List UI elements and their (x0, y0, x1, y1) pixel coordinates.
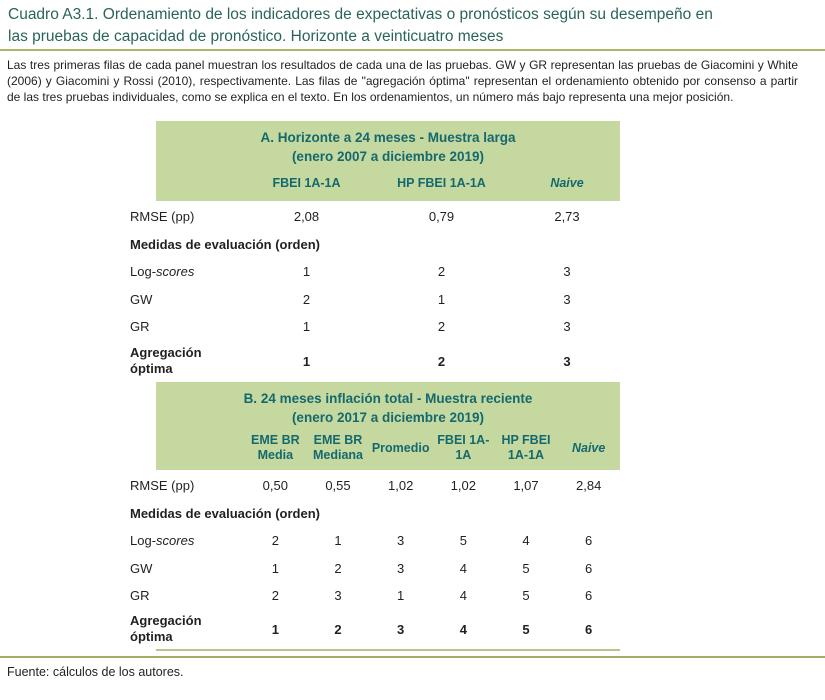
row-label-roman: Log- (130, 532, 157, 548)
column-header-hp-fbei: HP FBEI 1A-1A (501, 433, 551, 462)
panel-b-section-label: Medidas de evaluación (orden) (130, 505, 320, 521)
rank-value-bold: 2 (437, 353, 446, 369)
rank-value: 2 (334, 560, 342, 576)
rank-value: 3 (397, 532, 405, 548)
rmse-value: 0,55 (325, 477, 351, 493)
rank-value: 3 (334, 588, 342, 603)
aggregation-label: Agregación óptima (130, 613, 202, 644)
column-header-naive: Naive (550, 175, 584, 190)
panel-a-title-line2: (enero 2007 a diciembre 2019) (291, 149, 485, 164)
panel-b (130, 382, 620, 651)
column-header-fbei: FBEI 1A-1A (272, 175, 341, 190)
rank-value: 2 (271, 588, 279, 603)
table-bottom-divider (156, 649, 620, 651)
rmse-value: 1,07 (513, 477, 539, 493)
rank-value: 2 (437, 319, 446, 334)
source-note: Fuente: cálculos de los autores. (7, 665, 184, 679)
panel-b-header (156, 382, 620, 470)
top-divider (0, 49, 825, 51)
rank-value: 5 (522, 588, 530, 603)
rank-value-bold: 2 (334, 621, 342, 637)
column-header-hp-fbei: HP FBEI 1A-1A (397, 175, 486, 190)
table-note: Las tres primeras filas de cada panel muestran los resultados de cada una de las pruebas. GW y GR representan las pruebas de Giacomini y White (2006) y Giacomini y Rossi (2010), respectivamente. Las filas de "agregación óptima" representan el ordenamiento obtenido por consenso a partir de las tres pruebas individuales, como se explica en el texto. En los ordenamientos, un número más bajo representa una mejor posición. (7, 58, 798, 104)
rmse-value: 2,84 (576, 477, 602, 493)
panel-a-title (156, 128, 620, 166)
rank-value: 4 (459, 588, 467, 603)
panel-b-logscores-row (130, 526, 620, 554)
rank-value: 1 (271, 560, 279, 576)
rank-value: 1 (437, 291, 446, 307)
column-header-spacer (156, 430, 244, 466)
panel-a-header (156, 121, 620, 201)
rank-value: 5 (522, 560, 530, 576)
rank-value: 4 (522, 532, 530, 548)
row-label-gw: GW (130, 560, 153, 576)
row-label-gr: GR (130, 319, 150, 334)
panel-b-title-line1: B. 24 meses inflación total - Muestra reciente (243, 391, 533, 406)
panel-a-aggregation-row (130, 340, 620, 382)
aggregation-label: Agregación óptima (130, 345, 202, 376)
panel-b-gr-row (130, 582, 620, 609)
panel-a-gw-row (130, 285, 620, 313)
rank-value: 2 (437, 263, 446, 279)
row-label-italic: scores (156, 263, 195, 279)
rank-value-bold: 3 (563, 353, 571, 369)
row-label-aggregation (130, 340, 244, 382)
row-label-logscores (130, 257, 244, 285)
rank-value-bold: 5 (522, 621, 530, 637)
rank-value: 6 (585, 532, 593, 548)
table-title-line1: Cuadro A3.1. Ordenamiento de los indicadores de expectativas o pronósticos según su desempeño en (8, 6, 713, 23)
panel-a-rmse-row (130, 201, 620, 231)
column-header-spacer (156, 169, 244, 197)
panel-b-aggregation-row (130, 609, 620, 649)
results-table (130, 121, 620, 651)
panel-a-title-line1: A. Horizonte a 24 meses - Muestra larga (260, 130, 516, 145)
table-title (8, 4, 820, 47)
panel-a-logscores-row (130, 257, 620, 285)
rank-value: 5 (459, 532, 467, 548)
rmse-value: 1,02 (388, 477, 414, 493)
rank-value-bold: 6 (585, 621, 593, 637)
rank-value-bold: 1 (271, 621, 279, 637)
rank-value: 3 (397, 560, 405, 576)
rank-value: 1 (302, 319, 311, 334)
panel-a-gr-row (130, 313, 620, 340)
rank-value-bold: 3 (397, 621, 405, 637)
rmse-value: 2,73 (554, 208, 580, 224)
column-header-eme-br-mediana: EME BR Mediana (312, 433, 363, 462)
panel-a-section-label: Medidas de evaluación (orden) (130, 236, 320, 252)
rank-value-bold: 4 (459, 621, 467, 637)
rank-value: 3 (563, 319, 571, 334)
column-header-eme-br-media: EME BR Media (251, 433, 300, 462)
panel-b-title-line2: (enero 2017 a diciembre 2019) (291, 410, 485, 425)
row-label-gw: GW (130, 291, 153, 307)
rank-value: 6 (585, 560, 593, 576)
rank-value: 1 (397, 588, 405, 603)
bottom-divider (0, 656, 825, 658)
rank-value: 2 (302, 291, 311, 307)
row-label-roman: Log- (130, 263, 157, 279)
rank-value: 1 (302, 263, 311, 279)
column-header-promedio: Promedio (371, 440, 430, 455)
rank-value: 4 (459, 560, 467, 576)
rmse-value: 2,08 (293, 208, 320, 224)
rank-value-bold: 1 (302, 353, 311, 369)
rank-value: 1 (334, 532, 342, 548)
row-label-rmse: RMSE (pp) (130, 477, 195, 493)
column-header-fbei: FBEI 1A-1A (437, 433, 490, 462)
rmse-value: 0,50 (262, 477, 288, 493)
rank-value: 3 (563, 263, 571, 279)
panel-b-rmse-row (130, 470, 620, 500)
panel-a (130, 121, 620, 382)
row-label-italic: scores (156, 532, 195, 548)
column-header-naive: Naive (571, 440, 606, 455)
row-label-aggregation (130, 609, 244, 649)
rank-value: 2 (271, 532, 279, 548)
panel-a-column-headers (156, 169, 620, 197)
rmse-value: 1,02 (450, 477, 476, 493)
panel-b-column-headers (156, 430, 620, 466)
rank-value: 3 (563, 291, 571, 307)
panel-b-gw-row (130, 554, 620, 582)
rank-value: 6 (585, 588, 593, 603)
row-label-rmse: RMSE (pp) (130, 208, 195, 224)
table-title-line2: las pruebas de capacidad de pronóstico. Horizonte a veinticuatro meses (8, 27, 504, 45)
rmse-value: 0,79 (428, 208, 455, 224)
row-label-gr: GR (130, 588, 150, 603)
panel-b-title (156, 389, 620, 427)
row-label-logscores (130, 526, 244, 554)
